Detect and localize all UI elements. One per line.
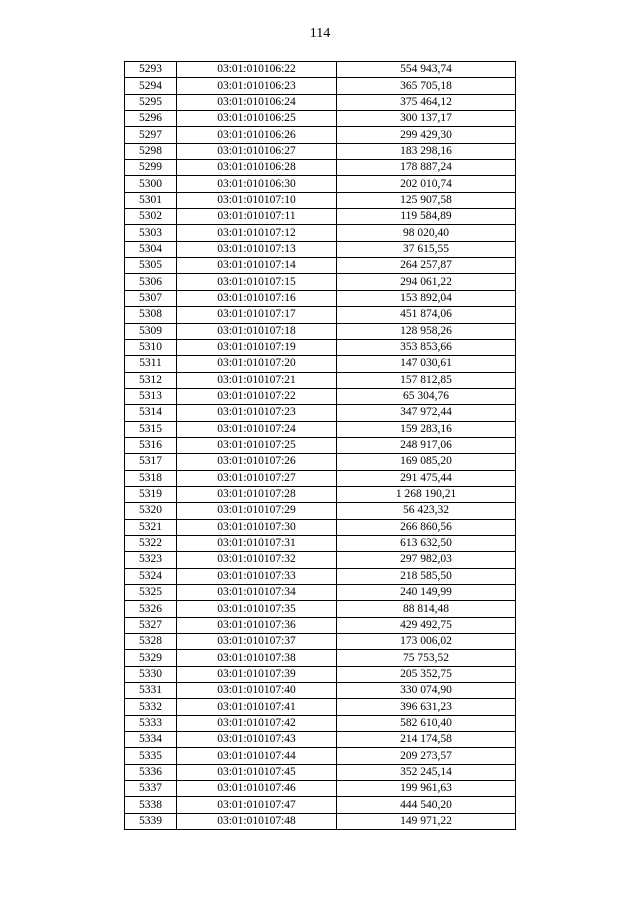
cadastral-number-cell: 03:01:010107:47 — [177, 797, 337, 813]
table-row — [125, 307, 516, 323]
row-number-cell: 5302 — [125, 209, 177, 225]
cadastral-value-cell: 300 137,17 — [337, 111, 516, 127]
row-number-cell: 5308 — [125, 307, 177, 323]
cadastral-number-cell: 03:01:010107:42 — [177, 715, 337, 731]
cadastral-value-cell: 65 304,76 — [337, 388, 516, 404]
row-number-cell: 5310 — [125, 339, 177, 355]
row-number-cell: 5324 — [125, 568, 177, 584]
row-number-cell: 5320 — [125, 503, 177, 519]
table-row — [125, 290, 516, 306]
cadastral-value-cell: 205 352,75 — [337, 666, 516, 682]
cadastral-value-cell: 240 149,99 — [337, 585, 516, 601]
row-number-cell: 5336 — [125, 764, 177, 780]
table-row — [125, 176, 516, 192]
cadastral-value-cell: 1 268 190,21 — [337, 486, 516, 502]
cadastral-value-cell: 98 020,40 — [337, 225, 516, 241]
cadastral-number-cell: 03:01:010107:36 — [177, 617, 337, 633]
table-row — [125, 715, 516, 731]
table-row — [125, 143, 516, 159]
cadastral-number-cell: 03:01:010107:38 — [177, 650, 337, 666]
cadastral-value-cell: 178 887,24 — [337, 160, 516, 176]
cadastral-value-cell: 218 585,50 — [337, 568, 516, 584]
cadastral-number-cell: 03:01:010106:25 — [177, 111, 337, 127]
table-row — [125, 470, 516, 486]
cadastral-value-cell: 149 971,22 — [337, 813, 516, 829]
table-row — [125, 94, 516, 110]
cadastral-number-cell: 03:01:010106:27 — [177, 143, 337, 159]
row-number-cell: 5318 — [125, 470, 177, 486]
table-row — [125, 274, 516, 290]
table-row — [125, 764, 516, 780]
cadastral-number-cell: 03:01:010107:32 — [177, 552, 337, 568]
cadastral-value-cell: 173 006,02 — [337, 634, 516, 650]
cadastral-number-cell: 03:01:010107:12 — [177, 225, 337, 241]
cadastral-number-cell: 03:01:010107:43 — [177, 732, 337, 748]
table-row — [125, 503, 516, 519]
cadastral-value-cell: 169 085,20 — [337, 454, 516, 470]
table-row — [125, 650, 516, 666]
row-number-cell: 5319 — [125, 486, 177, 502]
row-number-cell: 5326 — [125, 601, 177, 617]
row-number-cell: 5315 — [125, 421, 177, 437]
cadastral-value-cell: 297 982,03 — [337, 552, 516, 568]
cadastral-number-cell: 03:01:010107:34 — [177, 585, 337, 601]
cadastral-number-cell: 03:01:010107:14 — [177, 258, 337, 274]
table-row — [125, 405, 516, 421]
row-number-cell: 5333 — [125, 715, 177, 731]
table-row — [125, 258, 516, 274]
cadastral-number-cell: 03:01:010107:37 — [177, 634, 337, 650]
row-number-cell: 5296 — [125, 111, 177, 127]
row-number-cell: 5305 — [125, 258, 177, 274]
cadastral-value-cell: 444 540,20 — [337, 797, 516, 813]
table-row — [125, 339, 516, 355]
cadastral-value-cell: 159 283,16 — [337, 421, 516, 437]
cadastral-value-cell: 202 010,74 — [337, 176, 516, 192]
row-number-cell: 5303 — [125, 225, 177, 241]
cadastral-value-cell: 128 958,26 — [337, 323, 516, 339]
cadastral-value-cell: 153 892,04 — [337, 290, 516, 306]
cadastral-number-cell: 03:01:010107:39 — [177, 666, 337, 682]
cadastral-number-cell: 03:01:010107:35 — [177, 601, 337, 617]
cadastral-value-cell: 291 475,44 — [337, 470, 516, 486]
row-number-cell: 5312 — [125, 372, 177, 388]
table-row — [125, 78, 516, 94]
cadastral-number-cell: 03:01:010106:23 — [177, 78, 337, 94]
table-row — [125, 209, 516, 225]
cadastral-number-cell: 03:01:010106:24 — [177, 94, 337, 110]
row-number-cell: 5311 — [125, 356, 177, 372]
row-number-cell: 5298 — [125, 143, 177, 159]
cadastral-number-cell: 03:01:010107:29 — [177, 503, 337, 519]
table-row — [125, 356, 516, 372]
row-number-cell: 5337 — [125, 781, 177, 797]
cadastral-value-cell: 199 961,63 — [337, 781, 516, 797]
table-row — [125, 552, 516, 568]
cadastral-value-cell: 56 423,32 — [337, 503, 516, 519]
table-row — [125, 454, 516, 470]
cadastral-number-cell: 03:01:010107:30 — [177, 519, 337, 535]
row-number-cell: 5297 — [125, 127, 177, 143]
table-row — [125, 225, 516, 241]
cadastral-number-cell: 03:01:010107:33 — [177, 568, 337, 584]
cadastral-value-cell: 88 814,48 — [337, 601, 516, 617]
cadastral-number-cell: 03:01:010107:40 — [177, 683, 337, 699]
cadastral-value-cell: 147 030,61 — [337, 356, 516, 372]
table-row — [125, 160, 516, 176]
cadastral-value-cell: 266 860,56 — [337, 519, 516, 535]
table-row — [125, 535, 516, 551]
row-number-cell: 5313 — [125, 388, 177, 404]
cadastral-value-cell: 209 273,57 — [337, 748, 516, 764]
cadastral-value-cell: 299 429,30 — [337, 127, 516, 143]
cadastral-number-cell: 03:01:010107:27 — [177, 470, 337, 486]
cadastral-number-cell: 03:01:010106:26 — [177, 127, 337, 143]
cadastral-value-cell: 119 584,89 — [337, 209, 516, 225]
row-number-cell: 5314 — [125, 405, 177, 421]
table-row — [125, 421, 516, 437]
cadastral-value-cell: 352 245,14 — [337, 764, 516, 780]
cadastral-value-cell: 429 492,75 — [337, 617, 516, 633]
table-row — [125, 601, 516, 617]
cadastral-value-cell: 157 812,85 — [337, 372, 516, 388]
row-number-cell: 5293 — [125, 62, 177, 78]
cadastral-number-cell: 03:01:010107:25 — [177, 437, 337, 453]
cadastral-number-cell: 03:01:010107:18 — [177, 323, 337, 339]
cadastral-value-cell: 264 257,87 — [337, 258, 516, 274]
cadastral-value-cell: 554 943,74 — [337, 62, 516, 78]
table-row — [125, 127, 516, 143]
row-number-cell: 5323 — [125, 552, 177, 568]
row-number-cell: 5332 — [125, 699, 177, 715]
cadastral-number-cell: 03:01:010107:28 — [177, 486, 337, 502]
page-number: 114 — [309, 26, 331, 41]
cadastral-value-cell: 365 705,18 — [337, 78, 516, 94]
row-number-cell: 5321 — [125, 519, 177, 535]
row-number-cell: 5334 — [125, 732, 177, 748]
cadastral-number-cell: 03:01:010107:17 — [177, 307, 337, 323]
cadastral-value-cell: 347 972,44 — [337, 405, 516, 421]
table-row — [125, 634, 516, 650]
cadastral-number-cell: 03:01:010107:15 — [177, 274, 337, 290]
row-number-cell: 5309 — [125, 323, 177, 339]
cadastral-number-cell: 03:01:010107:45 — [177, 764, 337, 780]
cadastral-number-cell: 03:01:010107:21 — [177, 372, 337, 388]
cadastral-number-cell: 03:01:010107:24 — [177, 421, 337, 437]
table-row — [125, 486, 516, 502]
cadastral-number-cell: 03:01:010106:22 — [177, 62, 337, 78]
cadastral-value-cell: 396 631,23 — [337, 699, 516, 715]
cadastral-value-table — [124, 61, 516, 830]
row-number-cell: 5328 — [125, 634, 177, 650]
cadastral-number-cell: 03:01:010106:30 — [177, 176, 337, 192]
table-row — [125, 781, 516, 797]
cadastral-number-cell: 03:01:010107:20 — [177, 356, 337, 372]
cadastral-value-cell: 353 853,66 — [337, 339, 516, 355]
cadastral-number-cell: 03:01:010107:26 — [177, 454, 337, 470]
table-row — [125, 732, 516, 748]
table-row — [125, 519, 516, 535]
cadastral-number-cell: 03:01:010107:22 — [177, 388, 337, 404]
table-row — [125, 683, 516, 699]
row-number-cell: 5322 — [125, 535, 177, 551]
table-row — [125, 388, 516, 404]
table-row — [125, 699, 516, 715]
row-number-cell: 5300 — [125, 176, 177, 192]
cadastral-value-cell: 214 174,58 — [337, 732, 516, 748]
cadastral-value-cell: 75 753,52 — [337, 650, 516, 666]
cadastral-number-cell: 03:01:010107:19 — [177, 339, 337, 355]
row-number-cell: 5339 — [125, 813, 177, 829]
row-number-cell: 5335 — [125, 748, 177, 764]
row-number-cell: 5325 — [125, 585, 177, 601]
table-row — [125, 568, 516, 584]
table-row — [125, 62, 516, 78]
cadastral-number-cell: 03:01:010106:28 — [177, 160, 337, 176]
table-row — [125, 666, 516, 682]
cadastral-value-cell: 330 074,90 — [337, 683, 516, 699]
table-row — [125, 813, 516, 829]
table-row — [125, 748, 516, 764]
cadastral-value-cell: 451 874,06 — [337, 307, 516, 323]
row-number-cell: 5330 — [125, 666, 177, 682]
cadastral-value-cell: 613 632,50 — [337, 535, 516, 551]
row-number-cell: 5299 — [125, 160, 177, 176]
cadastral-number-cell: 03:01:010107:48 — [177, 813, 337, 829]
row-number-cell: 5306 — [125, 274, 177, 290]
row-number-cell: 5304 — [125, 241, 177, 257]
cadastral-number-cell: 03:01:010107:23 — [177, 405, 337, 421]
table-body — [125, 62, 516, 830]
cadastral-value-cell: 125 907,58 — [337, 192, 516, 208]
row-number-cell: 5327 — [125, 617, 177, 633]
table-row — [125, 111, 516, 127]
table-row — [125, 192, 516, 208]
cadastral-value-cell: 294 061,22 — [337, 274, 516, 290]
cadastral-value-cell: 183 298,16 — [337, 143, 516, 159]
cadastral-number-cell: 03:01:010107:31 — [177, 535, 337, 551]
table-row — [125, 241, 516, 257]
row-number-cell: 5307 — [125, 290, 177, 306]
cadastral-number-cell: 03:01:010107:10 — [177, 192, 337, 208]
table-row — [125, 797, 516, 813]
row-number-cell: 5295 — [125, 94, 177, 110]
cadastral-number-cell: 03:01:010107:13 — [177, 241, 337, 257]
table-row — [125, 585, 516, 601]
table-row — [125, 372, 516, 388]
cadastral-number-cell: 03:01:010107:11 — [177, 209, 337, 225]
row-number-cell: 5316 — [125, 437, 177, 453]
row-number-cell: 5329 — [125, 650, 177, 666]
table-row — [125, 617, 516, 633]
cadastral-number-cell: 03:01:010107:44 — [177, 748, 337, 764]
row-number-cell: 5338 — [125, 797, 177, 813]
cadastral-value-cell: 375 464,12 — [337, 94, 516, 110]
cadastral-value-cell: 248 917,06 — [337, 437, 516, 453]
cadastral-number-cell: 03:01:010107:46 — [177, 781, 337, 797]
cadastral-value-cell: 37 615,55 — [337, 241, 516, 257]
cadastral-number-cell: 03:01:010107:16 — [177, 290, 337, 306]
cadastral-number-cell: 03:01:010107:41 — [177, 699, 337, 715]
cadastral-value-cell: 582 610,40 — [337, 715, 516, 731]
row-number-cell: 5317 — [125, 454, 177, 470]
row-number-cell: 5331 — [125, 683, 177, 699]
row-number-cell: 5294 — [125, 78, 177, 94]
row-number-cell: 5301 — [125, 192, 177, 208]
table-row — [125, 323, 516, 339]
table-row — [125, 437, 516, 453]
